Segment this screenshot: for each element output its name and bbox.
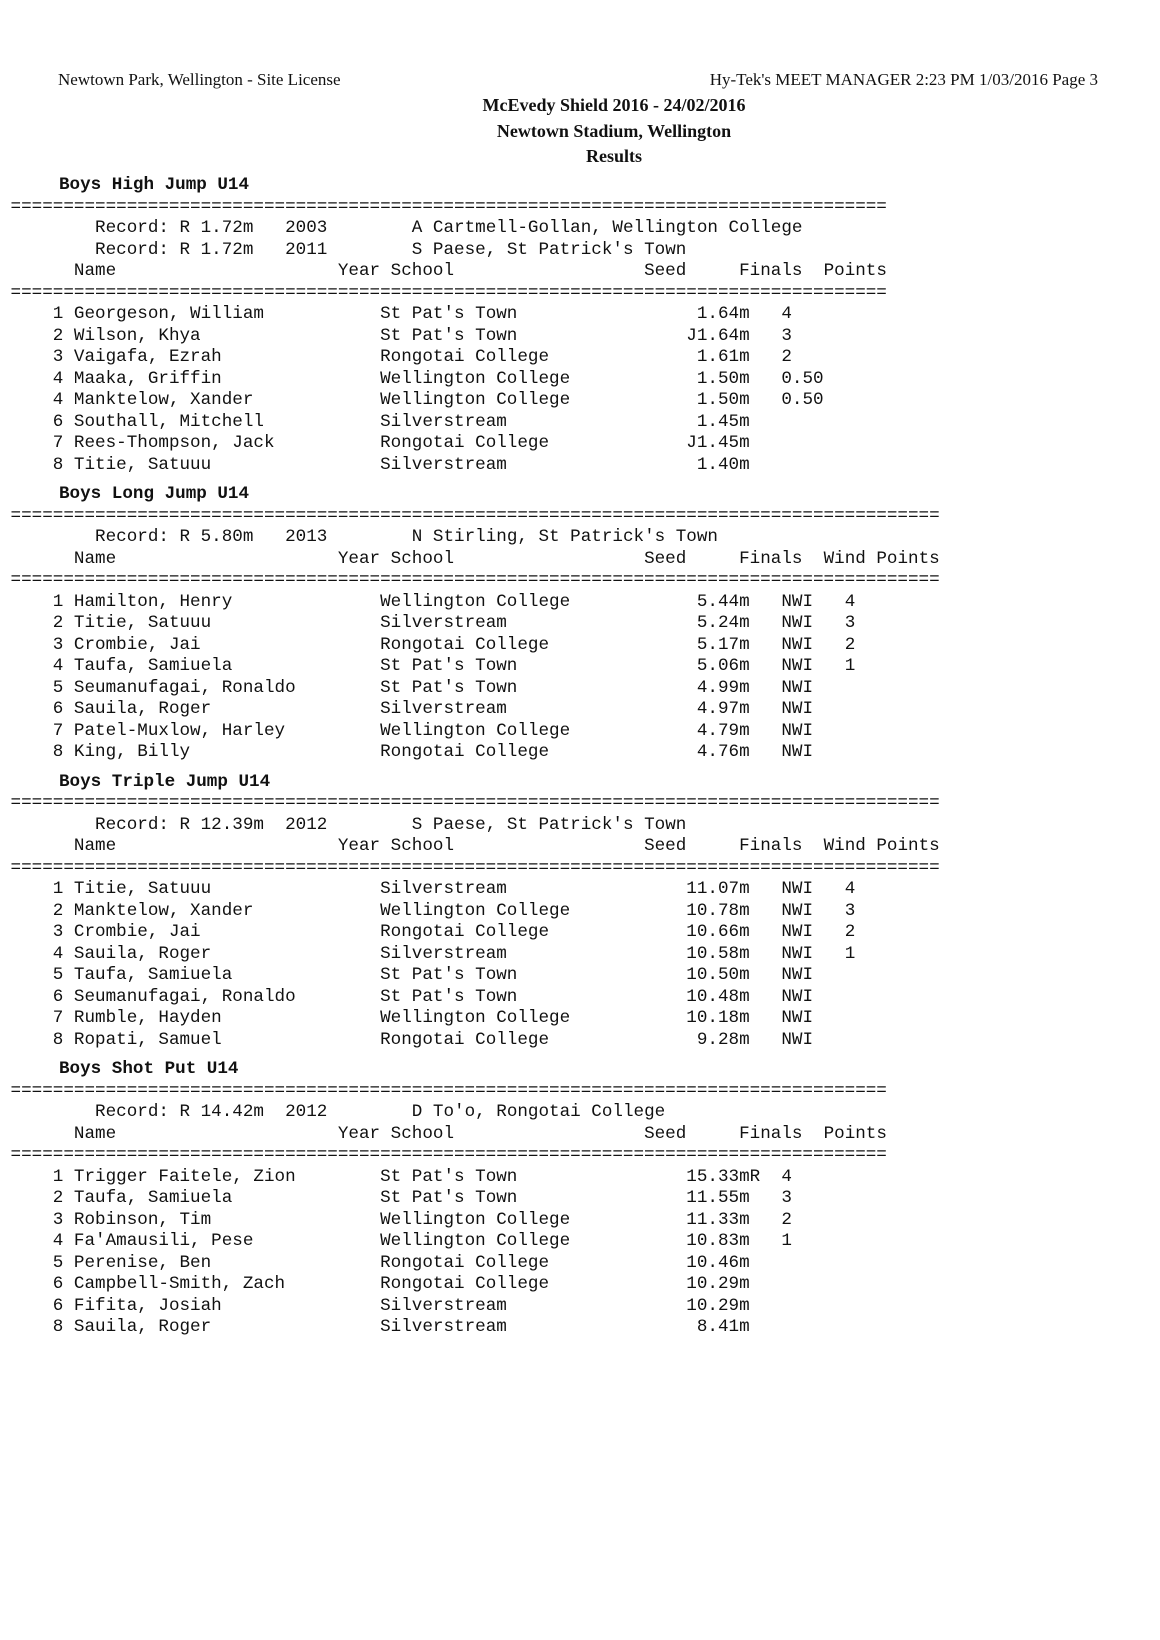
result-row (0, 1296, 1160, 1318)
separator-line: =================================================================================== (0, 196, 887, 217)
result-row (0, 412, 1160, 434)
result-place: 4 (52, 656, 64, 676)
col-wind: Wind (823, 836, 866, 856)
col-name: Name (73, 1123, 117, 1144)
result-place: 1 (52, 304, 64, 324)
column-header (0, 1124, 1160, 1146)
event-title: Boys Triple Jump U14 (59, 771, 271, 792)
result-place: 6 (52, 1295, 64, 1316)
wind-value: NWI (781, 943, 814, 964)
finals-mark: 1.45m (675, 411, 750, 432)
school-name: St Pat's Town (380, 1166, 676, 1187)
col-school: School (390, 836, 455, 856)
school-name: Rongotai College (380, 742, 676, 762)
athlete-name: Manktelow, Xander (73, 900, 381, 921)
wind-value: NWI (781, 742, 814, 762)
record-year: 2003 (285, 218, 328, 238)
school-name: St Pat's Town (380, 986, 676, 1007)
record-holder: D To'o, Rongotai College (411, 1102, 666, 1122)
record-mark: R 14.42m (179, 1102, 275, 1122)
record-mark: R 1.72m (179, 239, 275, 260)
wind-value: NWI (781, 634, 814, 655)
wind-value: NWI (781, 720, 814, 741)
school-name: St Pat's Town (380, 656, 676, 676)
school-name: Silverstream (380, 613, 676, 633)
result-row (0, 1253, 1160, 1275)
wind-value: NWI (781, 900, 814, 921)
wind-value: NWI (781, 922, 814, 942)
col-year: Year (337, 261, 381, 281)
finals-mark: 5.44m (675, 591, 750, 612)
result-row (0, 304, 1160, 326)
finals-mark: 11.07m (675, 879, 750, 899)
athlete-name: Titie, Satuuu (73, 879, 381, 899)
record-line (0, 218, 1160, 240)
result-row (0, 635, 1160, 657)
record-line (0, 527, 1160, 549)
col-year: Year (337, 548, 381, 569)
result-row (0, 699, 1160, 721)
result-row (0, 987, 1160, 1009)
record-mark: R 1.72m (179, 218, 275, 238)
separator-line: ======================================================================================== (0, 570, 940, 590)
school-name: Silverstream (380, 1295, 676, 1316)
athlete-name: Taufa, Samiuela (73, 656, 381, 676)
col-finals: Finals (739, 261, 803, 281)
finals-mark: 8.41m (675, 1317, 750, 1337)
points-value: 1 (844, 943, 856, 964)
points-value: 4 (844, 591, 856, 612)
result-row (0, 326, 1160, 348)
results-content (0, 175, 1160, 1347)
school-name: St Pat's Town (380, 965, 676, 985)
athlete-name: Southall, Mitchell (73, 411, 381, 432)
wind-value: NWI (781, 1008, 814, 1028)
col-seed: Seed (644, 261, 687, 281)
results-title: Results (585, 146, 642, 166)
result-place: 8 (52, 454, 64, 475)
points-value: 3 (844, 900, 856, 921)
record-label: Record: (95, 239, 169, 260)
event-section (0, 484, 1160, 764)
athlete-name: Manktelow, Xander (73, 390, 381, 410)
record-year: 2012 (285, 814, 328, 835)
result-row (0, 656, 1160, 678)
school-name: Silverstream (380, 699, 676, 719)
athlete-name: Titie, Satuuu (73, 613, 381, 633)
result-place: 5 (52, 1252, 64, 1273)
col-school: School (390, 548, 455, 569)
record-year: 2011 (285, 239, 328, 260)
result-row (0, 742, 1160, 764)
column-header (0, 261, 1160, 283)
document-title (0, 93, 1160, 170)
school-name: Rongotai College (380, 433, 676, 453)
athlete-name: Campbell-Smith, Zach (73, 1274, 381, 1294)
school-name: Rongotai College (380, 922, 676, 942)
col-points: Points (876, 548, 940, 569)
record-label: Record: (95, 527, 169, 547)
finals-mark: 4.97m (675, 699, 750, 719)
event-section (0, 1059, 1160, 1339)
finals-mark: 4.99m (675, 677, 750, 698)
wind-value: NWI (781, 879, 814, 899)
wind-value: NWI (781, 677, 814, 698)
column-header (0, 836, 1160, 858)
points-value: 4 (781, 304, 792, 324)
athlete-name: Trigger Faitele, Zion (73, 1166, 381, 1187)
col-seed: Seed (644, 1123, 687, 1144)
result-row (0, 1231, 1160, 1253)
wind-value: NWI (781, 591, 814, 612)
result-row (0, 901, 1160, 923)
athlete-name: Crombie, Jai (73, 922, 381, 942)
finals-mark: 10.46m (675, 1252, 750, 1273)
school-name: Rongotai College (380, 1252, 676, 1273)
finals-mark: 5.06m (675, 656, 750, 676)
finals-mark: 10.66m (675, 922, 750, 942)
col-year: Year (337, 1123, 381, 1144)
athlete-name: Hamilton, Henry (73, 591, 381, 612)
points-value: 2 (781, 1209, 792, 1230)
result-place: 1 (52, 1166, 64, 1187)
result-place: 4 (52, 943, 64, 964)
finals-mark: 4.76m (675, 742, 750, 762)
record-mark: R 5.80m (179, 527, 275, 547)
result-place: 8 (52, 1317, 64, 1337)
record-label: Record: (95, 814, 169, 835)
finals-mark: 1.50m (675, 390, 750, 410)
result-row (0, 1167, 1160, 1189)
col-finals: Finals (739, 836, 803, 856)
finals-mark: 10.29m (675, 1274, 750, 1294)
record-line (0, 1102, 1160, 1124)
col-wind: Wind (823, 548, 866, 569)
school-name: Silverstream (380, 879, 676, 899)
result-row (0, 944, 1160, 966)
points-value: 4 (781, 1166, 792, 1187)
col-points: Points (876, 836, 940, 856)
points-value: 3 (781, 1188, 792, 1208)
athlete-name: Rumble, Hayden (73, 1008, 381, 1028)
col-points: Points (823, 1123, 887, 1144)
result-row (0, 592, 1160, 614)
school-name: Silverstream (380, 411, 676, 432)
record-line (0, 240, 1160, 262)
record-year: 2012 (285, 1102, 328, 1122)
school-name: Wellington College (380, 1008, 676, 1028)
points-value: 1 (844, 656, 856, 676)
result-place: 6 (52, 986, 64, 1007)
athlete-name: Wilson, Khya (73, 325, 381, 346)
result-row (0, 922, 1160, 944)
finals-mark: 11.55m (675, 1188, 750, 1208)
separator-line: =================================================================================== (0, 282, 887, 303)
school-name: Silverstream (380, 454, 676, 475)
col-school: School (390, 1123, 455, 1144)
venue-title: Newtown Stadium, Wellington (496, 120, 732, 141)
finals-mark: 10.18m (675, 1008, 750, 1028)
points-value: 3 (781, 325, 792, 346)
wind-value: NWI (781, 613, 814, 633)
result-place: 6 (52, 411, 64, 432)
result-place: 4 (52, 390, 64, 410)
finals-mark: 11.33m (675, 1209, 750, 1230)
result-place: 5 (52, 965, 64, 985)
school-name: Rongotai College (380, 1029, 676, 1050)
site-license-text: Newtown Park, Wellington - Site License (58, 70, 341, 89)
record-holder: N Stirling, St Patrick's Town (411, 527, 718, 547)
points-value: 4 (844, 879, 856, 899)
athlete-name: Seumanufagai, Ronaldo (73, 677, 381, 698)
result-row (0, 433, 1160, 455)
result-place: 1 (52, 591, 64, 612)
finals-mark: 5.24m (675, 613, 750, 633)
athlete-name: Crombie, Jai (73, 634, 381, 655)
school-name: Silverstream (380, 1317, 676, 1337)
finals-mark: 5.17m (675, 634, 750, 655)
wind-value: NWI (781, 1029, 814, 1050)
athlete-name: Sauila, Roger (73, 1317, 381, 1337)
finals-mark: 10.78m (675, 900, 750, 921)
school-name: St Pat's Town (380, 325, 676, 346)
school-name: St Pat's Town (380, 1188, 676, 1208)
athlete-name: Sauila, Roger (73, 943, 381, 964)
finals-mark: 9.28m (675, 1029, 750, 1050)
result-place: 3 (52, 347, 64, 367)
result-row (0, 721, 1160, 743)
col-school: School (390, 261, 455, 281)
result-row (0, 347, 1160, 369)
wind-value: NWI (781, 986, 814, 1007)
record-line (0, 815, 1160, 837)
athlete-name: Perenise, Ben (73, 1252, 381, 1273)
finals-mark: J1.45m (675, 433, 750, 453)
points-value: 0.50 (781, 390, 824, 410)
event-title: Boys High Jump U14 (59, 175, 250, 195)
school-name: St Pat's Town (380, 304, 676, 324)
school-name: Wellington College (380, 900, 676, 921)
finals-mark: 10.29m (675, 1295, 750, 1316)
event-section (0, 175, 1160, 476)
finals-mark: 1.64m (675, 304, 750, 324)
points-value: 2 (781, 347, 792, 367)
result-place: 6 (52, 1274, 64, 1294)
record-mark: R 12.39m (179, 814, 275, 835)
record-holder: A Cartmell-Gollan, Wellington College (411, 218, 803, 238)
finals-mark: 15.33mR (675, 1166, 761, 1187)
finals-mark: 10.83m (675, 1231, 750, 1251)
result-place: 5 (52, 677, 64, 698)
col-seed: Seed (644, 548, 687, 569)
result-place: 8 (52, 742, 64, 762)
result-place: 1 (52, 879, 64, 899)
record-label: Record: (95, 1102, 169, 1122)
result-row (0, 1210, 1160, 1232)
athlete-name: Georgeson, William (73, 304, 381, 324)
result-row (0, 1188, 1160, 1210)
athlete-name: Vaigafa, Ezrah (73, 347, 381, 367)
separator-line: ======================================================================================== (0, 793, 940, 813)
athlete-name: Taufa, Samiuela (73, 965, 381, 985)
result-row (0, 455, 1160, 477)
meet-manager-stamp: Hy-Tek's MEET MANAGER 2:23 PM 1/03/2016 Page 3 (709, 70, 1098, 89)
meet-title: McEvedy Shield 2016 - 24/02/2016 (482, 95, 746, 115)
wind-value: NWI (781, 965, 814, 985)
result-row (0, 369, 1160, 391)
finals-mark: 4.79m (675, 720, 750, 741)
result-place: 3 (52, 1209, 64, 1230)
result-row (0, 1008, 1160, 1030)
result-place: 4 (52, 368, 64, 389)
result-row (0, 965, 1160, 987)
result-place: 3 (52, 634, 64, 655)
school-name: Rongotai College (380, 347, 676, 367)
school-name: Rongotai College (380, 634, 676, 655)
column-header (0, 549, 1160, 571)
points-value: 3 (844, 613, 856, 633)
school-name: Wellington College (380, 368, 676, 389)
result-row (0, 1030, 1160, 1052)
athlete-name: Fa'Amausili, Pese (73, 1231, 381, 1251)
result-place: 6 (52, 699, 64, 719)
record-year: 2013 (285, 527, 328, 547)
points-value: 2 (844, 634, 856, 655)
result-row (0, 879, 1160, 901)
result-place: 4 (52, 1231, 64, 1251)
finals-mark: 1.50m (675, 368, 750, 389)
athlete-name: Patel-Muxlow, Harley (73, 720, 381, 741)
result-place: 7 (52, 433, 64, 453)
finals-mark: 10.48m (675, 986, 750, 1007)
col-name: Name (73, 836, 117, 856)
record-label: Record: (95, 218, 169, 238)
event-title: Boys Shot Put U14 (59, 1059, 239, 1079)
record-holder: S Paese, St Patrick's Town (411, 814, 687, 835)
school-name: Wellington College (380, 591, 676, 612)
finals-mark: 1.40m (675, 454, 750, 475)
school-name: Wellington College (380, 720, 676, 741)
athlete-name: Maaka, Griffin (73, 368, 381, 389)
athlete-name: Taufa, Samiuela (73, 1188, 381, 1208)
athlete-name: King, Billy (73, 742, 381, 762)
athlete-name: Ropati, Samuel (73, 1029, 381, 1050)
result-place: 2 (52, 900, 64, 921)
school-name: Wellington College (380, 1231, 676, 1251)
finals-mark: 1.61m (675, 347, 750, 367)
school-name: St Pat's Town (380, 677, 676, 698)
school-name: Rongotai College (380, 1274, 676, 1294)
points-value: 1 (781, 1231, 792, 1251)
finals-mark: 10.58m (675, 943, 750, 964)
school-name: Wellington College (380, 1209, 676, 1230)
col-year: Year (337, 836, 381, 856)
finals-mark: J1.64m (675, 325, 750, 346)
points-value: 2 (844, 922, 856, 942)
school-name: Wellington College (380, 390, 676, 410)
col-seed: Seed (644, 836, 687, 856)
athlete-name: Robinson, Tim (73, 1209, 381, 1230)
separator-line: ======================================================================================== (0, 505, 940, 526)
result-row (0, 390, 1160, 412)
col-finals: Finals (739, 1123, 803, 1144)
athlete-name: Seumanufagai, Ronaldo (73, 986, 381, 1007)
result-place: 7 (52, 1008, 64, 1028)
result-place: 7 (52, 720, 64, 741)
event-section (0, 772, 1160, 1052)
result-place: 8 (52, 1029, 64, 1050)
separator-line: =================================================================================== (0, 1080, 887, 1101)
separator-line: =================================================================================== (0, 1145, 887, 1165)
school-name: Silverstream (380, 943, 676, 964)
result-place: 2 (52, 613, 64, 633)
record-holder: S Paese, St Patrick's Town (411, 239, 687, 260)
separator-line: ======================================================================================== (0, 857, 940, 878)
athlete-name: Titie, Satuuu (73, 454, 381, 475)
col-name: Name (73, 548, 117, 569)
col-name: Name (73, 261, 117, 281)
result-place: 2 (52, 1188, 64, 1208)
col-points: Points (823, 261, 887, 281)
event-title: Boys Long Jump U14 (59, 484, 250, 504)
athlete-name: Rees-Thompson, Jack (73, 433, 381, 453)
wind-value: NWI (781, 656, 814, 676)
result-row (0, 1317, 1160, 1339)
wind-value: NWI (781, 699, 814, 719)
result-row (0, 678, 1160, 700)
result-row (0, 1274, 1160, 1296)
result-place: 2 (52, 325, 64, 346)
athlete-name: Sauila, Roger (73, 699, 381, 719)
result-place: 3 (52, 922, 64, 942)
col-finals: Finals (739, 548, 803, 569)
result-row (0, 613, 1160, 635)
finals-mark: 10.50m (675, 965, 750, 985)
points-value: 0.50 (781, 368, 824, 389)
athlete-name: Fifita, Josiah (73, 1295, 381, 1316)
